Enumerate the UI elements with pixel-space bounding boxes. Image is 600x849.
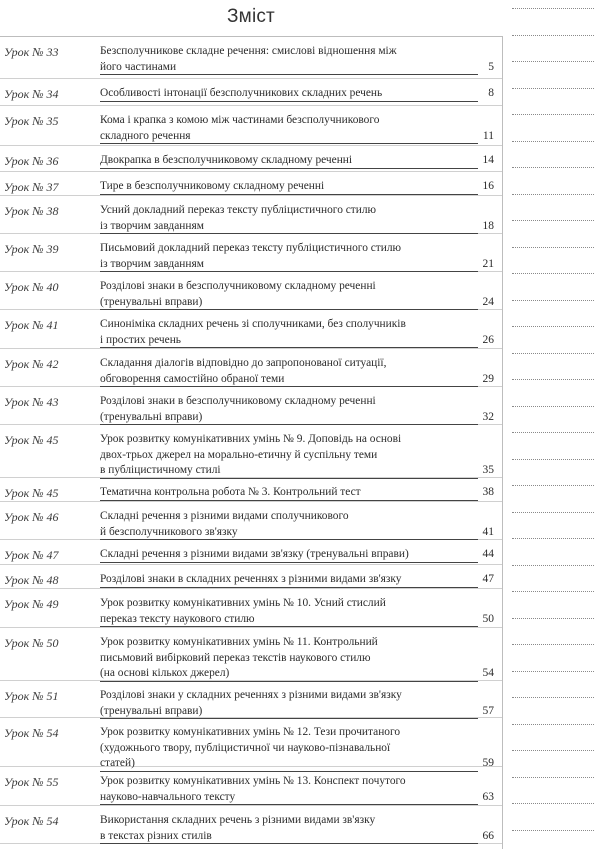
page-number: 54 bbox=[482, 667, 494, 679]
lesson-number: Урок № 50 bbox=[4, 636, 59, 650]
note-line bbox=[512, 35, 594, 36]
lesson-number: Урок № 55 bbox=[4, 775, 59, 789]
note-line bbox=[512, 591, 594, 592]
topic-line: Особливості інтонації безсполучникових складних речень bbox=[100, 87, 383, 99]
topic-line: Складні речення з різними видами сполучникового bbox=[100, 510, 349, 522]
contents-entry bbox=[0, 310, 502, 349]
lesson-number: Урок № 35 bbox=[4, 114, 59, 128]
lesson-topic bbox=[100, 279, 480, 310]
contents-entry bbox=[0, 502, 502, 540]
contents-entry bbox=[0, 234, 502, 272]
note-line bbox=[512, 194, 594, 195]
lesson-topic bbox=[100, 356, 480, 387]
contents-entry bbox=[0, 425, 502, 478]
page-number: 5 bbox=[488, 60, 494, 73]
page-number: 66 bbox=[482, 829, 494, 842]
lesson-number: Урок № 43 bbox=[4, 395, 59, 409]
contents-entry bbox=[0, 806, 502, 844]
topic-line: Двокрапка в безсполучниковому складному реченні bbox=[100, 154, 353, 166]
contents-entry bbox=[0, 718, 502, 767]
lesson-topic bbox=[100, 509, 480, 540]
page-number: 16 bbox=[482, 180, 494, 192]
contents-entry bbox=[0, 146, 502, 172]
contents-entry bbox=[0, 767, 502, 806]
page-number: 32 bbox=[482, 410, 494, 423]
leader-rule bbox=[100, 626, 478, 627]
page-number: 8 bbox=[488, 87, 494, 99]
lesson-topic bbox=[100, 572, 480, 588]
note-line bbox=[512, 273, 594, 274]
note-line bbox=[512, 618, 594, 619]
topic-line: Тематична контрольна робота № 3. Контрольний тест bbox=[100, 486, 361, 498]
topic-line: двох-трьох джерел на морально-етичну й суспільну теми bbox=[100, 448, 378, 461]
lesson-topic bbox=[100, 596, 480, 627]
contents-entry bbox=[0, 37, 502, 79]
lesson-number: Урок № 41 bbox=[4, 318, 59, 332]
note-line bbox=[512, 565, 594, 566]
topic-line: Урок розвитку комунікативних умінь № 10. Усний стислий bbox=[100, 597, 386, 609]
leader-rule bbox=[100, 101, 478, 102]
note-line bbox=[512, 114, 594, 115]
topic-line: в публіцистичному стилі bbox=[100, 464, 221, 476]
note-line bbox=[512, 247, 594, 248]
note-line bbox=[512, 777, 594, 778]
lesson-topic bbox=[100, 317, 480, 348]
page-number: 35 bbox=[482, 464, 494, 476]
topic-line: Розділові знаки в безсполучниковому складному реченні bbox=[100, 280, 376, 292]
topic-line: Складні речення з різними видами зв'язку (тренувальні вправи) bbox=[100, 548, 409, 560]
topic-line: Синоніміка складних речень зі сполучниками, без сполучників bbox=[100, 318, 406, 330]
leader-rule bbox=[100, 194, 478, 195]
note-line bbox=[512, 512, 594, 513]
topic-line: із творчим завданням bbox=[100, 257, 204, 270]
topic-line: складного речення bbox=[100, 129, 191, 142]
topic-line: Розділові знаки у складних реченнях з різними видами зв'язку bbox=[100, 689, 402, 701]
lesson-topic bbox=[100, 485, 480, 501]
page-number: 44 bbox=[482, 548, 494, 560]
page-number: 11 bbox=[482, 129, 494, 142]
lesson-number: Урок № 54 bbox=[4, 814, 59, 828]
topic-line: Урок розвитку комунікативних умінь № 11. Контрольний bbox=[100, 636, 378, 648]
leader-rule bbox=[100, 74, 478, 75]
lesson-number: Урок № 45 bbox=[4, 433, 59, 447]
leader-rule bbox=[100, 587, 478, 588]
lesson-topic bbox=[100, 547, 480, 563]
contents-entry bbox=[0, 628, 502, 681]
lesson-number: Урок № 48 bbox=[4, 573, 59, 587]
contents-entry bbox=[0, 540, 502, 565]
topic-line: Тире в безсполучниковому складному реченні bbox=[100, 180, 325, 192]
note-line bbox=[512, 8, 594, 9]
note-line bbox=[512, 830, 594, 831]
lesson-topic bbox=[100, 635, 480, 682]
lesson-topic bbox=[100, 774, 480, 805]
topic-line: Урок розвитку комунікативних умінь № 13. Конспект почутого bbox=[100, 775, 406, 787]
topic-line: Урок розвитку комунікативних умінь № 12. Тези прочитаного bbox=[100, 726, 401, 738]
topic-line: й безсполучникового зв'язку bbox=[100, 525, 238, 538]
lesson-number: Урок № 51 bbox=[4, 689, 59, 703]
contents-entry bbox=[0, 589, 502, 628]
topic-line: Кома і крапка з комою між частинами безсполучникового bbox=[100, 114, 380, 126]
note-line bbox=[512, 167, 594, 168]
note-line bbox=[512, 671, 594, 672]
note-line bbox=[512, 379, 594, 380]
topic-line: його частинами bbox=[100, 60, 177, 73]
topic-line: Складання діалогів відповідно до запропонованої ситуації, bbox=[100, 357, 387, 369]
contents-entry bbox=[0, 79, 502, 106]
leader-rule bbox=[100, 168, 478, 169]
lesson-number: Урок № 42 bbox=[4, 357, 59, 371]
topic-line: науково-навчального тексту bbox=[100, 790, 236, 803]
leader-rule bbox=[100, 143, 478, 144]
page-number: 50 bbox=[482, 612, 494, 625]
lesson-number: Урок № 45 bbox=[4, 486, 59, 500]
lesson-topic bbox=[100, 179, 480, 195]
lesson-topic bbox=[100, 203, 480, 234]
leader-rule bbox=[100, 500, 478, 501]
contents-entry bbox=[0, 272, 502, 310]
note-line bbox=[512, 485, 594, 486]
page-number: 57 bbox=[482, 704, 494, 717]
note-line bbox=[512, 326, 594, 327]
note-line bbox=[512, 300, 594, 301]
topic-line: (на основі кількох джерел) bbox=[100, 667, 230, 679]
lesson-number: Урок № 46 bbox=[4, 510, 59, 524]
leader-rule bbox=[100, 843, 478, 844]
page-number: 41 bbox=[482, 525, 494, 538]
topic-line: Розділові знаки в складних реченнях з різними видами зв'язку bbox=[100, 573, 402, 585]
lesson-topic bbox=[100, 113, 480, 144]
lesson-number: Урок № 34 bbox=[4, 87, 59, 101]
note-line bbox=[512, 538, 594, 539]
topic-line: Використання складних речень з різними видами зв'язку bbox=[100, 814, 376, 826]
topic-line: із творчим завданням bbox=[100, 219, 204, 232]
note-line bbox=[512, 803, 594, 804]
contents-entry bbox=[0, 196, 502, 234]
lesson-topic bbox=[100, 86, 480, 102]
lesson-number: Урок № 54 bbox=[4, 726, 59, 740]
page-number: 26 bbox=[482, 333, 494, 346]
topic-line: Усний докладний переказ тексту публіцистичного стилю bbox=[100, 204, 377, 216]
topic-line: (тренувальні вправи) bbox=[100, 704, 203, 717]
leader-rule bbox=[100, 804, 478, 805]
page-number: 63 bbox=[482, 790, 494, 803]
lesson-topic bbox=[100, 432, 480, 479]
page-number: 29 bbox=[482, 372, 494, 385]
lesson-number: Урок № 40 bbox=[4, 280, 59, 294]
note-line bbox=[512, 750, 594, 751]
page-number: 47 bbox=[482, 573, 494, 585]
contents-entry bbox=[0, 106, 502, 146]
topic-line: (художнього твору, публіцистичної чи науково-пізнавальної bbox=[100, 741, 391, 754]
topic-line: Письмовий докладний переказ тексту публіцистичного стилю bbox=[100, 242, 402, 254]
topic-line: Урок розвитку комунікативних умінь № 9. Доповідь на основі bbox=[100, 433, 402, 445]
lesson-number: Урок № 37 bbox=[4, 180, 59, 194]
lesson-number: Урок № 47 bbox=[4, 548, 59, 562]
note-line bbox=[512, 220, 594, 221]
topic-line: статей) bbox=[100, 757, 135, 769]
leader-rule bbox=[100, 347, 478, 348]
lesson-number: Урок № 36 bbox=[4, 154, 59, 168]
note-line bbox=[512, 724, 594, 725]
page-number: 24 bbox=[482, 295, 494, 308]
note-line bbox=[512, 61, 594, 62]
contents-entry bbox=[0, 565, 502, 589]
lesson-topic bbox=[100, 241, 480, 272]
topic-line: в текстах різних стилів bbox=[100, 829, 212, 842]
contents-entry bbox=[0, 478, 502, 502]
lesson-topic bbox=[100, 394, 480, 425]
topic-line: (тренувальні вправи) bbox=[100, 410, 203, 423]
page-title: Зміст bbox=[227, 6, 275, 27]
topic-line: Розділові знаки в безсполучниковому складному реченні bbox=[100, 395, 376, 407]
note-line bbox=[512, 697, 594, 698]
lesson-topic bbox=[100, 153, 480, 169]
topic-line: (тренувальні вправи) bbox=[100, 295, 203, 308]
note-line bbox=[512, 353, 594, 354]
topic-line: і простих речень bbox=[100, 333, 181, 346]
lesson-topic bbox=[100, 725, 480, 772]
leader-rule bbox=[100, 562, 478, 563]
lesson-topic bbox=[100, 813, 480, 844]
lesson-topic bbox=[100, 688, 480, 719]
note-line bbox=[512, 459, 594, 460]
lesson-number: Урок № 39 bbox=[4, 242, 59, 256]
page-number: 18 bbox=[482, 219, 494, 232]
lesson-number: Урок № 38 bbox=[4, 204, 59, 218]
topic-line: переказ тексту наукового стилю bbox=[100, 612, 255, 625]
lesson-topic bbox=[100, 44, 480, 75]
note-line bbox=[512, 141, 594, 142]
contents-entry bbox=[0, 387, 502, 425]
page-number: 59 bbox=[482, 757, 494, 769]
contents-entry bbox=[0, 172, 502, 196]
topic-line: письмовий вибірковий переказ текстів наукового стилю bbox=[100, 651, 371, 664]
page-number: 21 bbox=[482, 257, 494, 270]
page-number: 14 bbox=[482, 154, 494, 166]
note-line bbox=[512, 406, 594, 407]
contents-entry bbox=[0, 681, 502, 718]
topic-line: обговорення самостійно обраної теми bbox=[100, 372, 285, 385]
note-line bbox=[512, 644, 594, 645]
note-line bbox=[512, 432, 594, 433]
topic-line: Безсполучникове складне речення: смислові відношення між bbox=[100, 45, 397, 57]
page-number: 38 bbox=[482, 486, 494, 498]
contents-entry bbox=[0, 349, 502, 387]
lesson-number: Урок № 49 bbox=[4, 597, 59, 611]
lesson-number: Урок № 33 bbox=[4, 45, 59, 59]
note-line bbox=[512, 88, 594, 89]
